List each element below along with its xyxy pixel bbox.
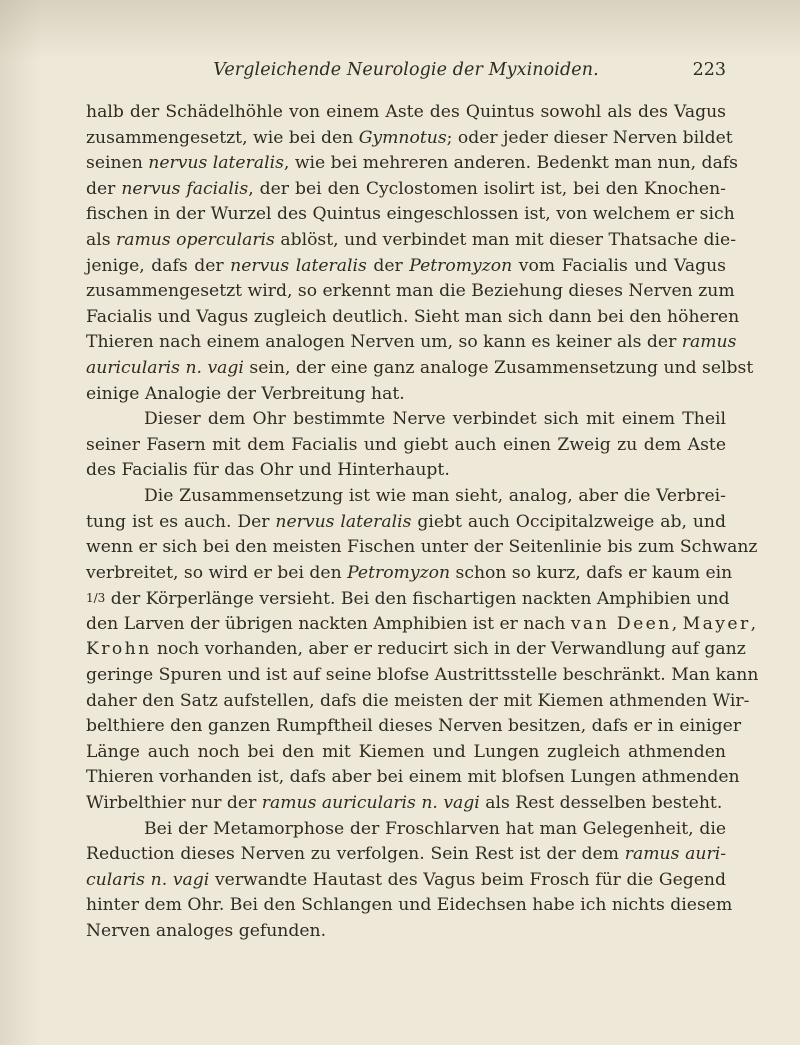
text-line: verbreitet, so wird er bei den Petromyzon schon so kurz, dafs er kaum ein [86,562,733,583]
text-line: wenn er sich bei den meisten Fischen unter der Seitenlinie bis zum Schwanz [86,537,758,558]
text-line: daher den Satz aufstellen, dafs die meisten der mit Kiemen athmenden Wir- [86,690,750,711]
text-line: 1/3 der Körperlänge versieht. Bei den fischartigen nackten Amphibien und [86,589,730,610]
text-line: cularis n. vagi verwandte Hautast des Vagus beim Frosch für die Gegend [86,869,726,890]
text-line: Länge auch noch bei den mit Kiemen und Lungen zugleich athmenden [86,741,726,762]
paragraph-start: Die Zusammensetzung ist wie man sieht, analog, aber die Verbrei- [144,485,726,506]
text-line: zusammengesetzt wird, so erkennt man die Beziehung dieses Nerven zum [86,281,735,302]
text-line: auricularis n. vagi sein, der eine ganz analoge Zusammensetzung und selbst [86,357,754,378]
text-line: Nerven analoges gefunden. [86,921,327,941]
text-line: hinter dem Ohr. Bei den Schlangen und Eidechsen habe ich nichts diesem [86,895,733,916]
text-line: des Facialis für das Ohr und Hinterhaupt. [86,460,450,481]
text-line: belthiere den ganzen Rumpftheil dieses Nerven besitzen, dafs er in einiger [86,716,742,737]
text-line: den Larven der übrigen nackten Amphibien ist er nach van Deen, Mayer, [86,613,757,634]
text-line: fischen in der Wurzel des Quintus eingeschlossen ist, von welchem er sich [86,204,735,225]
text-line: seiner Fasern mit dem Facialis und giebt auch einen Zweig zu dem Aste [86,434,726,455]
text-line: Reduction dieses Nerven zu verfolgen. Sein Rest ist der dem ramus auri- [86,844,727,865]
text-line: Thieren nach einem analogen Nerven um, so kann es keiner als der ramus [86,332,737,353]
text-line: geringe Spuren und ist auf seine blofse Austrittsstelle beschränkt. Man kann [86,665,759,686]
text-line: Krohn noch vorhanden, aber er reducirt sich in der Verwandlung auf ganz [86,639,746,660]
text-line: einige Analogie der Verbreitung hat. [86,383,405,404]
text-line: halb der Schädelhöhle von einem Aste des Quintus sowohl als des Vagus [86,102,726,122]
text-line: jenige, dafs der nervus lateralis der Petromyzon vom Facialis und Vagus [86,255,727,276]
running-title: Vergleichende Neurologie der Myxinoiden. [213,60,599,80]
paragraph-start: Bei der Metamorphose der Froschlarven hat man Gelegenheit, die [144,818,726,839]
text-line: seinen nervus lateralis, wie bei mehreren anderen. Bedenkt man nun, dafs [86,153,738,174]
page-number: 223 [692,60,726,80]
text-line: Wirbelthier nur der ramus auricularis n. vagi als Rest desselben besteht. [86,793,723,814]
text-line: Facialis und Vagus zugleich deutlich. Sieht man sich dann bei den höheren [86,306,740,327]
text-line: Thieren vorhanden ist, dafs aber bei einem mit blofsen Lungen athmenden [86,767,740,788]
running-head [86,60,726,86]
paragraph-start: Dieser dem Ohr bestimmte Nerve verbindet sich mit einem Theil [144,409,726,430]
text-line: tung ist es auch. Der nervus lateralis giebt auch Occipitalzweige ab, und [86,511,726,532]
fraction-one-third: 1/3 [86,591,106,606]
text-line: der nervus facialis, der bei den Cyclostomen isolirt ist, bei den Knochen- [86,178,726,199]
text-line: zusammengesetzt, wie bei den Gymnotus; oder jeder dieser Nerven bildet [86,127,733,148]
text-line: als ramus opercularis ablöst, und verbindet man mit dieser Thatsache die- [86,229,737,250]
body-text [86,100,759,945]
